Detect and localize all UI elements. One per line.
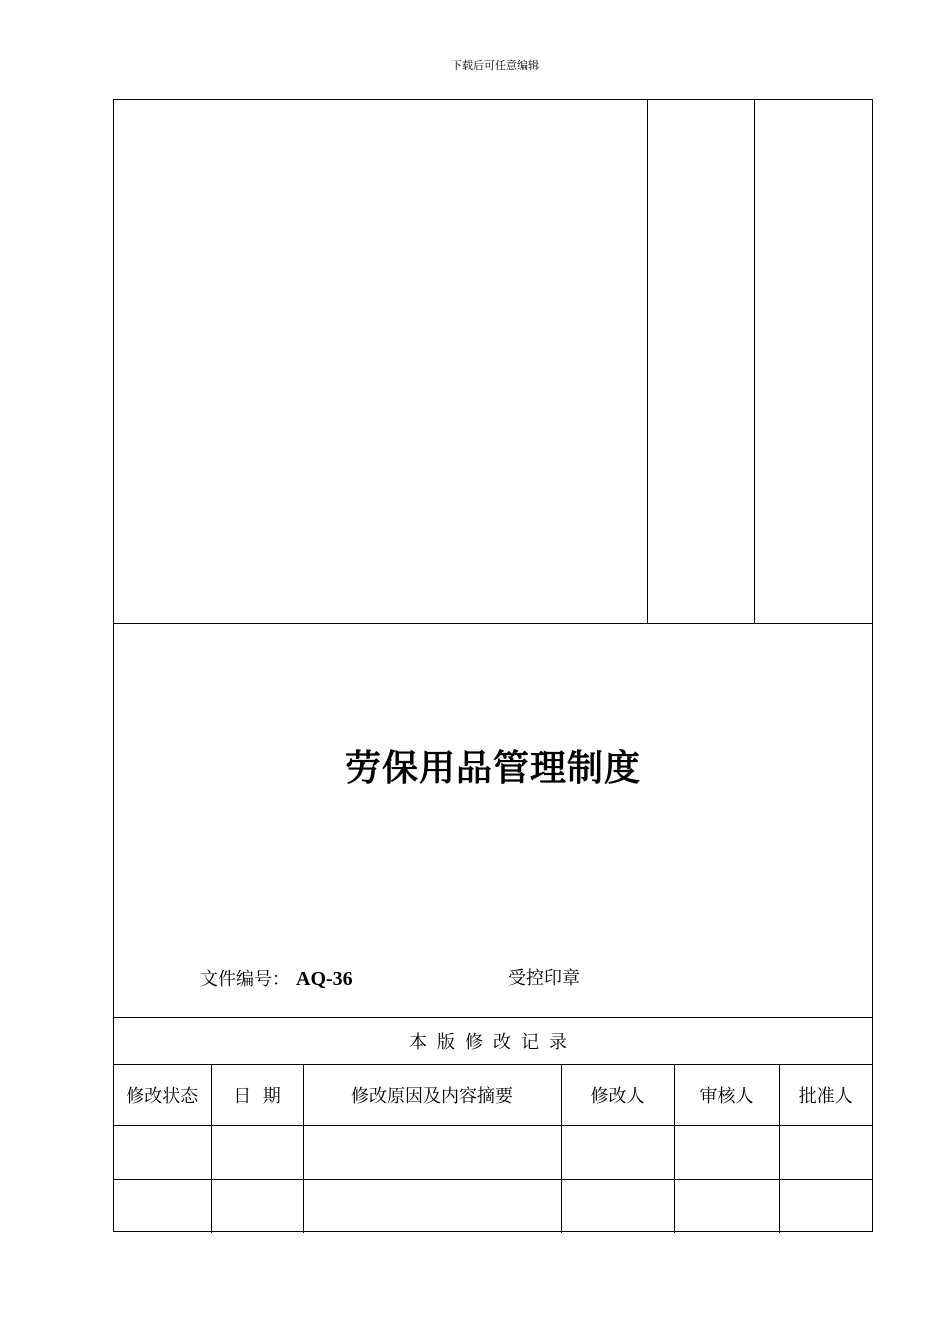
- table-cell: [674, 1180, 779, 1234]
- document-frame: [113, 99, 873, 1232]
- file-number-label: 文件编号：: [200, 969, 290, 990]
- table-cell: [114, 1180, 211, 1234]
- table-row: [114, 1180, 872, 1234]
- column-header-reason-summary: 修改原因及内容摘要: [303, 1065, 561, 1126]
- top-blank-column-1: [647, 100, 755, 623]
- top-blank-block: [114, 100, 872, 624]
- file-number-row: [200, 966, 353, 993]
- table-cell: [211, 1126, 303, 1180]
- table-cell: [303, 1180, 561, 1234]
- document-title: 劳保用品管理制度: [344, 747, 641, 789]
- table-row: [114, 1126, 872, 1180]
- table-cell: [114, 1126, 211, 1180]
- table-cell: [561, 1180, 674, 1234]
- header-note: 下载后可任意编辑: [451, 59, 539, 72]
- revision-record-title: 本版修改记录: [114, 1018, 872, 1065]
- table-cell: [674, 1126, 779, 1180]
- table-cell: [211, 1180, 303, 1234]
- column-header-approver: 批准人: [779, 1065, 872, 1126]
- controlled-stamp-label: 受控印章: [508, 968, 580, 989]
- table-cell: [561, 1126, 674, 1180]
- table-cell: [779, 1126, 872, 1180]
- column-header-reviewer: 审核人: [674, 1065, 779, 1126]
- top-blank-column-2: [754, 100, 873, 623]
- table-cell: [303, 1126, 561, 1180]
- revision-record-table: [114, 1017, 872, 1233]
- table-cell: [779, 1180, 872, 1234]
- column-header-modifier: 修改人: [561, 1065, 674, 1126]
- table-header-row: [114, 1065, 872, 1126]
- column-header-revision-status: 修改状态: [114, 1065, 211, 1126]
- file-number-value: AQ-36: [296, 968, 353, 990]
- column-header-date: 日 期: [211, 1065, 303, 1126]
